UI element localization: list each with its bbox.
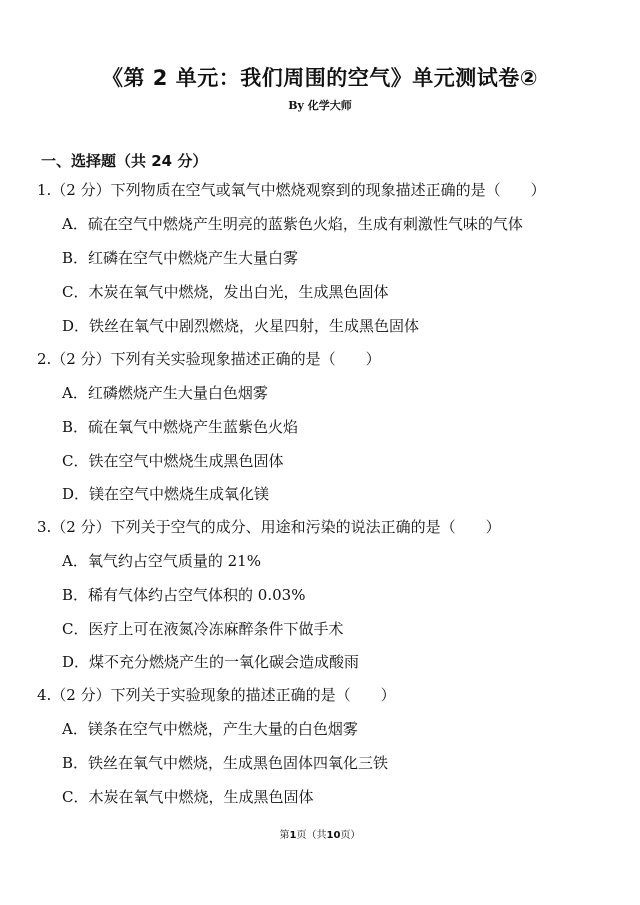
question-2-option-a: A．红磷燃烧产生大量白色烟雾 — [62, 384, 268, 402]
byline: By 化学大师 — [288, 99, 352, 112]
footer-suffix: 页） — [340, 830, 361, 841]
question-4-stem: 4.（2 分）下列关于实验现象的描述正确的是（ ） — [37, 686, 396, 704]
question-1-option-a: A．硫在空气中燃烧产生明亮的蓝紫色火焰，生成有刺激性气味的气体 — [62, 215, 523, 233]
question-1-option-b: B．红磷在空气中燃烧产生大量白雾 — [62, 249, 299, 267]
question-3-option-c: C．医疗上可在液氮冷冻麻醉条件下做手术 — [62, 620, 344, 638]
question-2-option-c: C．铁在空气中燃烧生成黑色固体 — [62, 452, 284, 470]
page-footer — [0, 826, 640, 841]
footer-page-number: 1 — [289, 830, 297, 841]
question-3-option-d: D．煤不充分燃烧产生的一氧化碳会造成酸雨 — [62, 653, 360, 671]
question-4-option-c: C．木炭在氧气中燃烧，生成黑色固体 — [62, 788, 314, 806]
question-4-option-b: B．铁丝在氧气中燃烧，生成黑色固体四氧化三铁 — [62, 754, 389, 772]
footer-prefix: 第 — [279, 830, 290, 841]
question-3-stem: 3.（2 分）下列关于空气的成分、用途和污染的说法正确的是（ ） — [37, 518, 501, 536]
question-2-option-b: B．硫在氧气中燃烧产生蓝紫色火焰 — [62, 418, 299, 436]
question-1-option-d: D．铁丝在氧气中剧烈燃烧，火星四射，生成黑色固体 — [62, 317, 420, 335]
page-title: 《第 2 单元：我们周围的空气》单元测试卷② — [101, 66, 538, 90]
question-3-option-b: B．稀有气体约占空气体积的 0.03% — [62, 586, 306, 604]
section-heading: 一、选择题（共 24 分） — [41, 152, 208, 170]
footer-total-pages: 10 — [326, 830, 341, 841]
question-2-stem: 2.（2 分）下列有关实验现象描述正确的是（ ） — [37, 350, 381, 368]
question-4-option-a: A．镁条在空气中燃烧，产生大量的白色烟雾 — [62, 720, 358, 738]
footer-middle: 页（共 — [296, 830, 327, 841]
question-1-option-c: C．木炭在氧气中燃烧，发出白光，生成黑色固体 — [62, 283, 389, 301]
question-2-option-d: D．镁在空气中燃烧生成氧化镁 — [62, 485, 270, 503]
question-1-stem: 1.（2 分）下列物质在空气或氧气中燃烧观察到的现象描述正确的是（ ） — [37, 181, 546, 199]
question-3-option-a: A．氧气约占空气质量的 21% — [62, 552, 261, 570]
